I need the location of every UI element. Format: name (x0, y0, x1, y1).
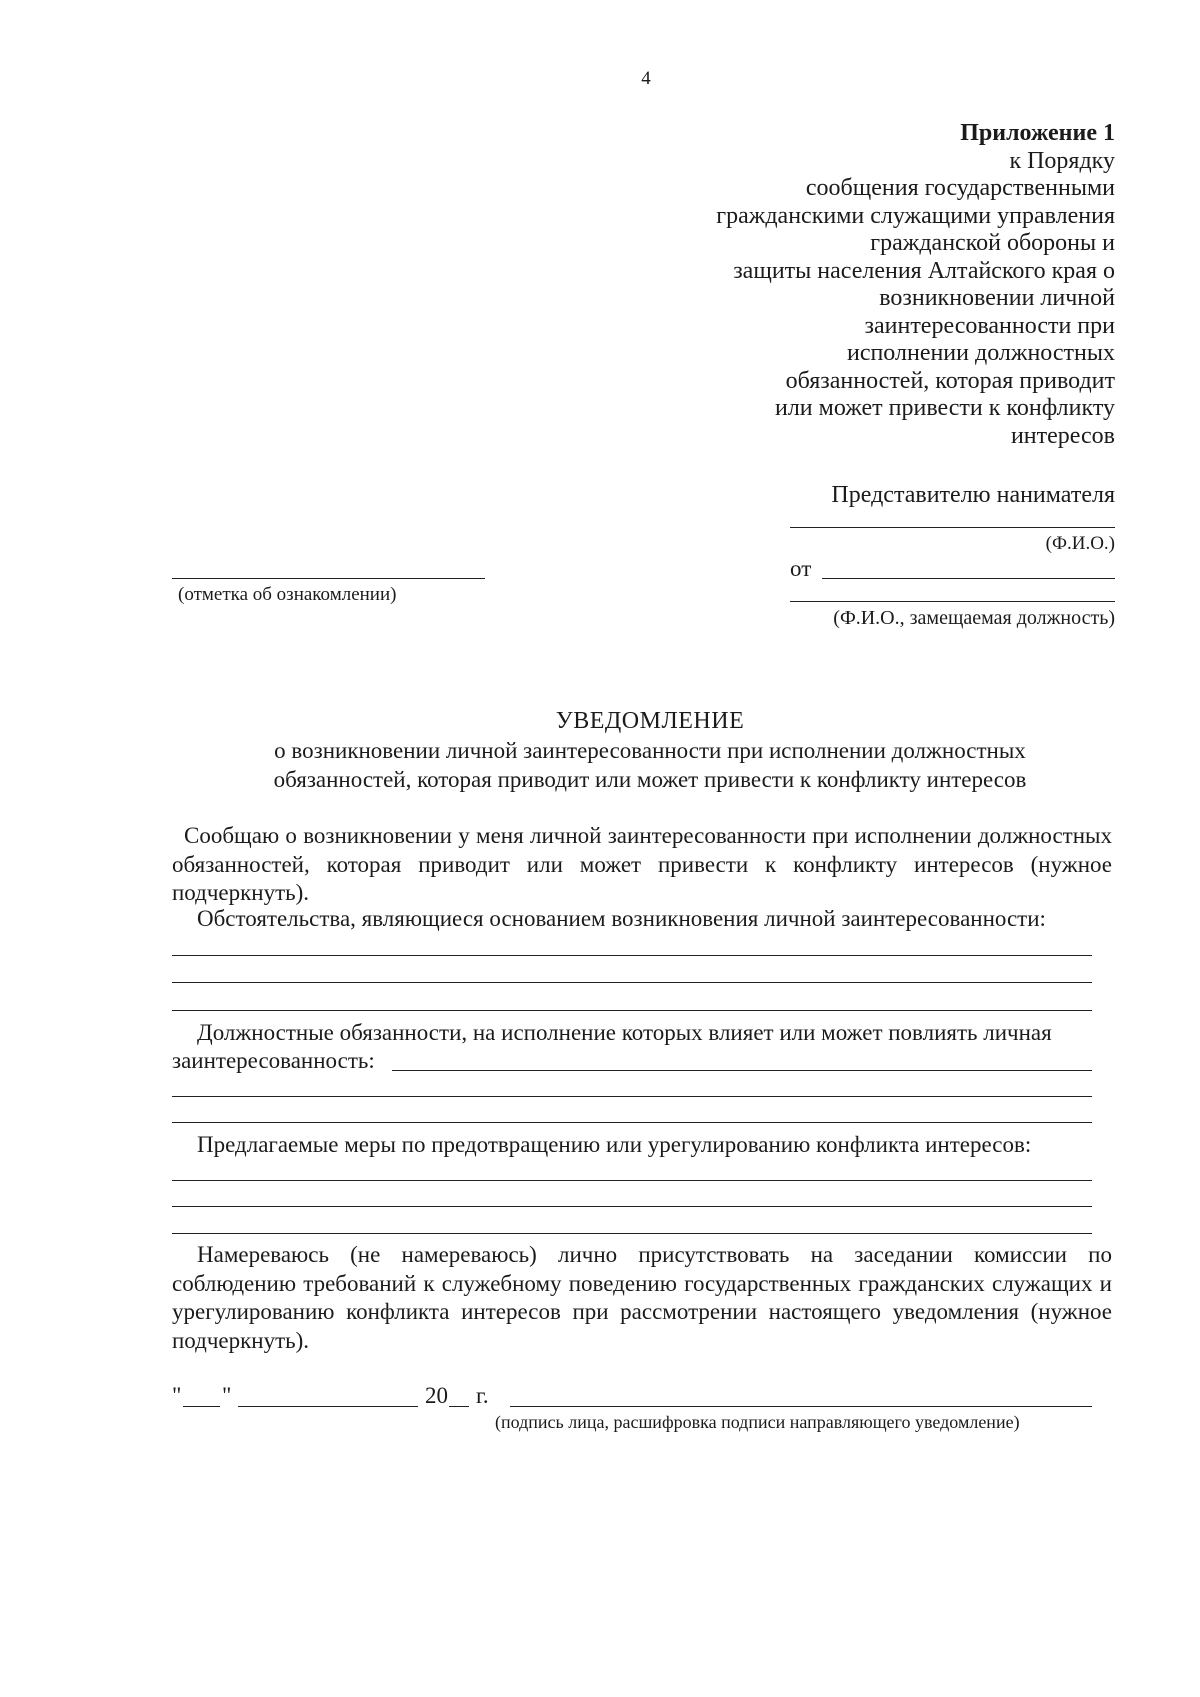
day-blank (183, 1406, 220, 1407)
duties-line-2 (172, 1096, 1092, 1097)
from-position-line (790, 601, 1115, 602)
from-caption: (Ф.И.О., замещаемая должность) (833, 607, 1115, 629)
addressee-fio-line (790, 527, 1115, 528)
duties-label: Должностные обязанности, на исполнение которых влияет или может повлиять личная (197, 1020, 1052, 1045)
circumstances-line-3 (172, 1010, 1092, 1011)
intent-paragraph: Намереваюсь (не намереваюсь) лично присутствовать на заседании комиссии по соблюдению требований к служебному поведению государственных гражданских служащих и урегулированию конфликта интересов при рассмотрении настоящего уведомления (нужное подчеркнуть). (172, 1242, 1112, 1353)
appendix-line: или может привести к конфликту (774, 395, 1115, 421)
circumstances-label: Обстоятельства, являющиеся основанием возникновения личной заинтересованности: (197, 906, 1046, 931)
appendix-line: обязанностей, которая приводит (785, 367, 1115, 394)
acknowledgement-caption: (отметка об ознакомлении) (178, 584, 397, 605)
appendix-line: гражданской обороны и (870, 230, 1115, 256)
duties-line-1 (392, 1070, 1092, 1071)
notice-subtitle-line: о возникновении личной заинтересованности при исполнении должностных (274, 738, 1026, 763)
page-number: 4 (641, 68, 651, 89)
duties-label-cont: заинтересованность: (172, 1048, 375, 1073)
date-quote-close: " (222, 1383, 232, 1408)
circumstances-line-2 (172, 982, 1092, 983)
appendix-line: заинтересованности при (864, 312, 1115, 339)
notice-subtitle-line: обязанностей, которая приводит или может привести к конфликту интересов (273, 766, 1027, 792)
appendix-line: гражданскими служащими управления (716, 202, 1115, 229)
circumstances-line-1 (172, 955, 1092, 956)
addressee-fio-caption: (Ф.И.О.) (1045, 533, 1115, 554)
appendix-line: к Порядку (1009, 147, 1115, 174)
appendix-title: Приложение 1 (960, 120, 1115, 146)
signature-caption: (подпись лица, расшифровка подписи направляющего уведомление) (495, 1412, 1020, 1432)
notice-subtitle (230, 737, 1070, 794)
appendix-line: сообщения государственными (805, 175, 1115, 201)
appendix-line: защиты населения Алтайского края о (733, 257, 1115, 284)
measures-line-1 (172, 1180, 1092, 1181)
duties-line-3 (172, 1122, 1092, 1123)
appendix-line: интересов (1010, 422, 1115, 449)
measures-label: Предлагаемые меры по предотвращению или урегулированию конфликта интересов: (197, 1132, 1032, 1157)
measures-line-3 (172, 1233, 1092, 1234)
addressee-to: Представителю нанимателя (831, 482, 1115, 508)
signature-line (510, 1406, 1092, 1407)
report-paragraph: Сообщаю о возникновении у меня личной заинтересованности при исполнении должностных обязанностей, которая приводит или может привести к конфликту интересов (нужное подчеркнуть). (172, 823, 1112, 905)
appendix-line: возникновении личной (879, 285, 1115, 311)
acknowledgement-line (172, 578, 485, 579)
from-label: от (790, 556, 812, 581)
year-blank (449, 1406, 469, 1407)
appendix-header (655, 120, 1115, 450)
year-prefix: 20 (425, 1383, 448, 1408)
appendix-line: исполнении должностных (846, 340, 1115, 366)
notice-title: УВЕДОМЛЕНИЕ (555, 708, 745, 734)
month-blank (238, 1406, 418, 1407)
measures-line-2 (172, 1206, 1092, 1207)
from-fio-line (822, 578, 1115, 579)
date-quote-open: " (172, 1383, 182, 1408)
year-suffix: г. (476, 1383, 489, 1408)
